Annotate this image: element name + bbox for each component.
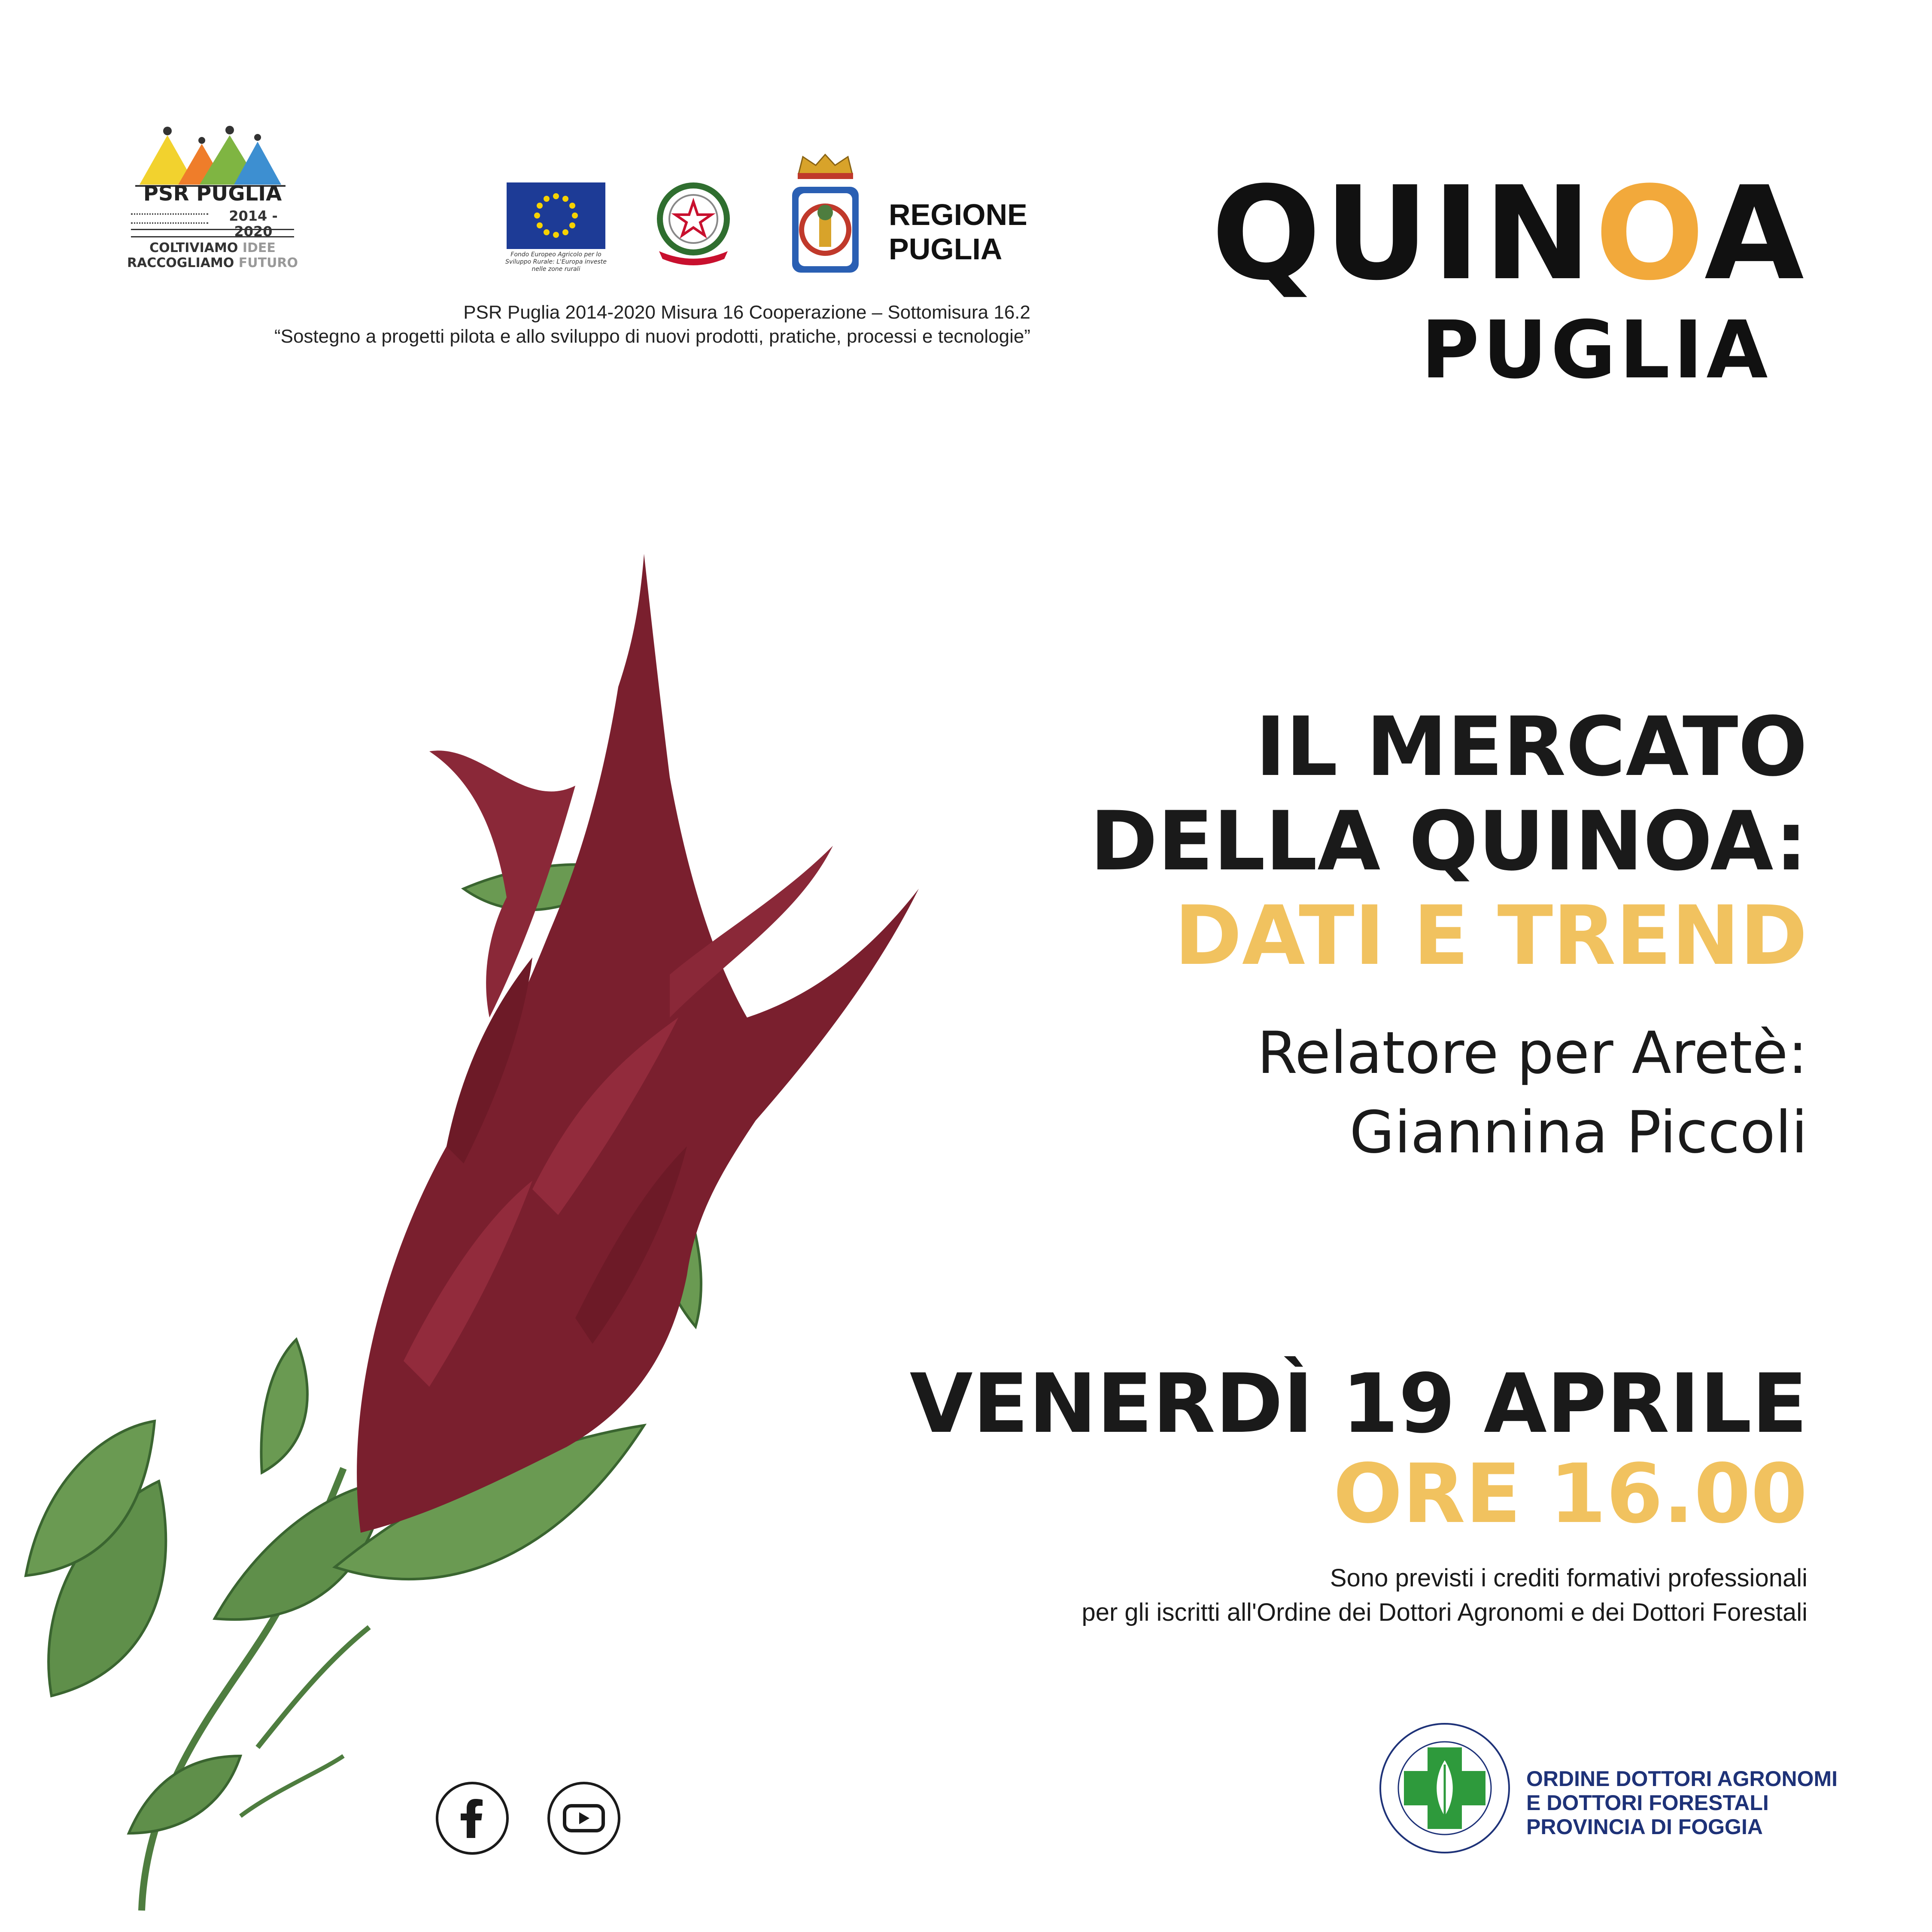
eu-flag xyxy=(507,182,605,249)
psr-measure-line-2: “Sostegno a progetti pilota e allo sviluppo di nuovi prodotti, pratiche, processi e tecnologie” xyxy=(274,326,1030,347)
ordine-seal-icon xyxy=(1378,1722,1511,1855)
psr-years: 2014 - 2020 xyxy=(229,208,278,240)
italian-republic-emblem xyxy=(650,178,736,266)
event-date: VENERDÌ 19 APRILE xyxy=(909,1356,1807,1451)
ordine-name-line-1: ORDINE DOTTORI AGRONOMI xyxy=(1526,1767,1838,1791)
event-title-line-1: IL MERCATO xyxy=(1255,699,1807,794)
event-title-line-2: DELLA QUINOA: xyxy=(1090,794,1807,889)
quinoa-plant-graphic xyxy=(17,545,987,1919)
quinoa-accent-letter: O xyxy=(1595,159,1704,309)
ordine-name-line-2: E DOTTORI FORESTALI xyxy=(1526,1791,1769,1815)
ordine-name xyxy=(1526,1767,1838,1839)
ordine-name-line-3: PROVINCIA DI FOGGIA xyxy=(1526,1815,1763,1839)
event-title-highlight: DATI E TREND xyxy=(1174,888,1807,983)
psr-measure-text xyxy=(274,301,1030,349)
youtube-link[interactable] xyxy=(547,1782,620,1855)
event-time: ORE 16.00 xyxy=(1333,1446,1807,1541)
facebook-icon xyxy=(438,1784,506,1852)
credits-note-line-1: Sono previsti i crediti formativi professionali xyxy=(1330,1564,1807,1592)
psr-wave-decoration xyxy=(131,213,208,224)
credits-note-line-2: per gli iscritti all'Ordine dei Dottori Agronomi e dei Dottori Forestali xyxy=(1081,1598,1807,1626)
psr-tagline-1: COLTIVIAMO IDEE xyxy=(149,240,276,255)
psr-title: PSR PUGLIA xyxy=(143,182,282,206)
speaker-name: Giannina Piccoli xyxy=(1349,1099,1807,1166)
facebook-link[interactable] xyxy=(436,1782,509,1855)
puglia-crest-icon xyxy=(790,152,861,275)
italy-emblem-icon xyxy=(650,178,736,266)
psr-measure-line-1: PSR Puglia 2014-2020 Misura 16 Cooperazione – Sottomisura 16.2 xyxy=(463,302,1030,323)
quinoa-plant-illustration xyxy=(17,545,987,1919)
ordine-agronomi-seal xyxy=(1378,1722,1511,1855)
psr-puglia-logo xyxy=(127,118,298,277)
speaker-label: Relatore per Aretè: xyxy=(1257,1019,1807,1087)
quinoa-brand-logo: QUINOA xyxy=(1211,159,1807,309)
eu-stars-icon xyxy=(507,182,605,249)
psr-tagline-2: RACCOGLIAMO FUTURO xyxy=(127,255,298,270)
quinoa-brand-subtitle: PUGLIA xyxy=(1421,304,1771,396)
eu-fund-caption: Fondo Europeo Agricolo per lo Sviluppo Rurale: L'Europa investe nelle zone rurali xyxy=(505,251,607,273)
psr-wave-decoration-2 xyxy=(131,229,294,237)
regione-puglia-name: REGIONE PUGLIA xyxy=(889,198,1027,266)
regione-puglia-crest xyxy=(790,152,861,275)
youtube-icon xyxy=(550,1784,618,1852)
